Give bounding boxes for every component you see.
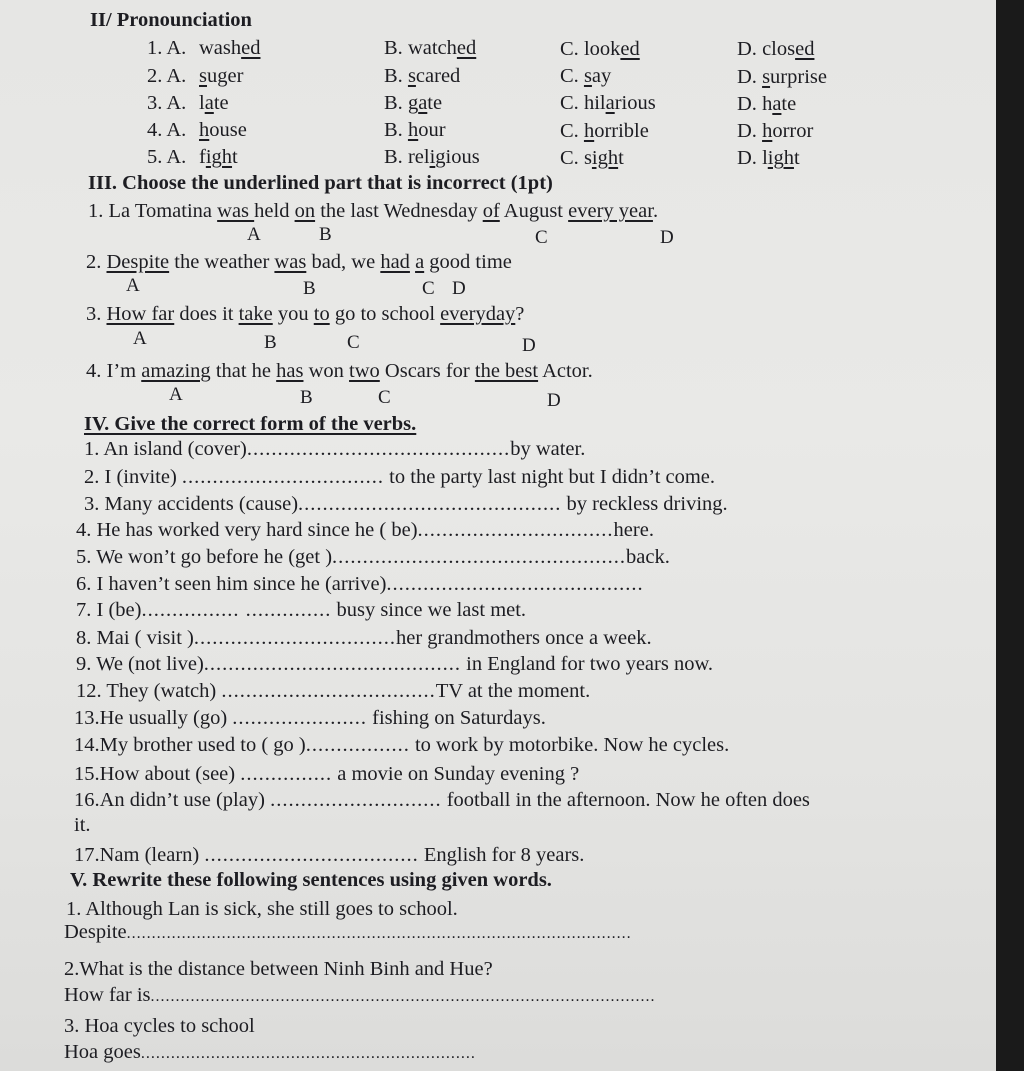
verb-text: 1. An island (cover)	[84, 438, 247, 460]
rewrite-question: 3. Hoa cycles to school	[64, 1015, 255, 1037]
choice-letter: C	[347, 332, 360, 353]
verb-text: TV at the moment.	[435, 680, 591, 702]
answer-blank[interactable]: ................................................	[332, 546, 627, 568]
verb-text: 9. We (not live)	[76, 653, 204, 675]
answer-blank[interactable]: .................................	[181, 466, 385, 488]
verb-item	[84, 465, 715, 489]
answer-blank[interactable]: .................................	[193, 627, 396, 649]
verb-text: here.	[613, 519, 654, 541]
choice-letter: B	[319, 224, 332, 245]
rewrite-answer-line: Hoa goes...................................................................	[64, 1041, 476, 1063]
pron-option-a: late	[199, 91, 229, 114]
verb-item	[74, 813, 91, 837]
verb-text: 16.An didn’t use (play)	[74, 789, 271, 811]
verb-text: 12. They (watch)	[76, 680, 222, 702]
answer-blank[interactable]: ......................	[232, 707, 368, 729]
answer-blank[interactable]: ...........................................	[246, 438, 511, 460]
choice-letter: D	[547, 390, 561, 411]
verb-text: 3. Many accidents (cause)	[84, 493, 299, 515]
choice-letter: D	[522, 335, 536, 356]
answer-blank[interactable]: .................	[305, 734, 410, 756]
verb-text: 7. I (be)	[76, 599, 142, 621]
error-question-3: 3. How far does it take you to go to school everyday?	[86, 303, 525, 325]
verb-text: back.	[626, 546, 670, 568]
section-error-title: III. Choose the underlined part that is incorrect (1pt)	[88, 172, 553, 194]
verb-text: 5. We won’t go before he (get )	[76, 546, 333, 568]
pron-number: 2. A.	[147, 64, 187, 87]
verb-text: fishing on Saturdays.	[367, 707, 546, 729]
choice-letter: A	[126, 275, 140, 296]
pron-number: 1. A.	[147, 37, 187, 59]
rewrite-question: 1. Although Lan is sick, she still goes to school.	[66, 898, 458, 920]
rewrite-question: 2.What is the distance between Ninh Binh and Hue?	[64, 958, 493, 980]
choice-letter: B	[264, 332, 277, 353]
answer-blank[interactable]: ............................	[270, 789, 442, 811]
error-question-1: 1. La Tomatina was held on the last Wednesday of August every year.	[88, 200, 659, 222]
error-question-2: 2. Despite the weather was bad, we had a good time	[86, 251, 512, 273]
pron-option-b: B. gate	[384, 91, 443, 114]
verb-item	[84, 492, 728, 516]
pron-option-b: B. scared	[384, 64, 461, 87]
answer-blank[interactable]: ...........................................	[298, 493, 562, 515]
verb-text: football in the afternoon. Now he often does	[441, 789, 810, 811]
verb-text: to work by motorbike. Now he cycles.	[409, 734, 730, 756]
choice-letter: B	[303, 278, 316, 299]
choice-letter: A	[169, 384, 183, 405]
verb-item	[74, 706, 546, 730]
pron-option-c: C. looked	[560, 37, 640, 60]
choice-letter: B	[300, 387, 313, 408]
verb-text: 15.How about (see)	[74, 763, 241, 785]
answer-blank[interactable]: ...................................	[204, 844, 419, 866]
pron-option-b: B. hour	[384, 119, 446, 142]
verb-text: by water.	[510, 438, 586, 460]
verb-text: it.	[74, 814, 91, 836]
answer-blank[interactable]: .....................................................................................................	[150, 988, 656, 1005]
choice-letter: C	[535, 227, 548, 248]
pron-number: 5. A.	[147, 146, 187, 169]
pron-option-c: C. horrible	[560, 119, 649, 142]
pron-option-a: fight	[199, 146, 238, 169]
section-pronunciation-title: II/ Pronounciation	[90, 9, 252, 31]
verb-text: 17.Nam (learn)	[74, 844, 205, 866]
verb-text: in England for two years now.	[461, 653, 714, 675]
choice-letter: D	[660, 227, 674, 248]
verb-text: 8. Mai ( visit )	[76, 627, 194, 649]
pron-option-d: D. hate	[737, 92, 797, 115]
pron-option-d: D. closed	[737, 38, 815, 60]
verb-item	[74, 843, 584, 867]
answer-blank[interactable]: ................................	[417, 519, 614, 541]
pron-option-d: D. surprise	[737, 65, 827, 88]
section-verbs-title: IV. Give the correct form of the verbs.	[84, 413, 417, 435]
answer-blank[interactable]: ...................................	[221, 680, 436, 702]
verb-text: 4. He has worked very hard since he ( be)	[76, 519, 418, 541]
rewrite-answer-line: Despite.....................................................................................................	[64, 921, 632, 943]
pron-option-a: house	[199, 119, 247, 142]
choice-letter: D	[452, 278, 466, 299]
pron-option-c: C. say	[560, 65, 612, 88]
pron-number: 4. A.	[147, 119, 187, 142]
verb-item	[84, 437, 585, 461]
verb-text: English for 8 years.	[418, 844, 585, 866]
verb-item	[76, 545, 670, 569]
verb-text: 6. I haven’t seen him since he (arrive)	[76, 573, 387, 595]
verb-item	[74, 788, 810, 812]
answer-blank[interactable]: ..........................................	[203, 653, 462, 675]
choice-letter: A	[133, 328, 147, 349]
verb-text: to the party last night but I didn’t come.	[384, 466, 716, 488]
pron-option-d: D. horror	[737, 120, 814, 143]
pron-option-d: D. light	[737, 147, 800, 170]
answer-blank[interactable]: ...................................................................	[140, 1045, 476, 1062]
verb-text: 14.My brother used to ( go )	[74, 734, 306, 756]
verb-text: by reckless driving.	[561, 493, 728, 515]
pron-option-b: B. watched	[384, 37, 477, 59]
verb-text: 13.He usually (go)	[74, 707, 233, 729]
pron-option-b: B. religious	[384, 146, 480, 169]
pron-option-c: C. hilarious	[560, 92, 656, 115]
verb-item	[76, 679, 590, 703]
pron-option-c: C. sight	[560, 146, 624, 169]
verb-item	[76, 518, 654, 542]
verb-item	[74, 762, 579, 786]
answer-blank[interactable]: ...............	[240, 763, 333, 785]
pron-option-a: suger	[199, 64, 244, 87]
verb-item	[74, 733, 729, 757]
answer-blank[interactable]: .....................................................................................................	[126, 925, 632, 942]
choice-letter: A	[247, 224, 261, 245]
verb-item	[76, 572, 644, 596]
answer-blank[interactable]: ................ ..............	[141, 599, 332, 621]
answer-blank[interactable]: ..........................................	[386, 573, 644, 595]
pron-option-a: washed	[199, 37, 261, 59]
verb-item	[76, 598, 526, 622]
pron-number: 3. A.	[147, 91, 187, 114]
choice-letter: C	[422, 278, 435, 299]
error-question-4: 4. I’m amazing that he has won two Oscars for the best Actor.	[86, 360, 593, 382]
verb-text: busy since we last met.	[331, 599, 527, 621]
verb-text: a movie on Sunday evening ?	[332, 763, 580, 785]
verb-text: 2. I (invite)	[84, 466, 182, 488]
verb-item	[76, 626, 652, 650]
section-rewrite-title: V. Rewrite these following sentences using given words.	[70, 869, 552, 891]
verb-item	[76, 652, 713, 676]
rewrite-answer-line: How far is.....................................................................................................	[64, 984, 656, 1006]
verb-text: her grandmothers once a week.	[396, 627, 652, 649]
choice-letter: C	[378, 387, 391, 408]
